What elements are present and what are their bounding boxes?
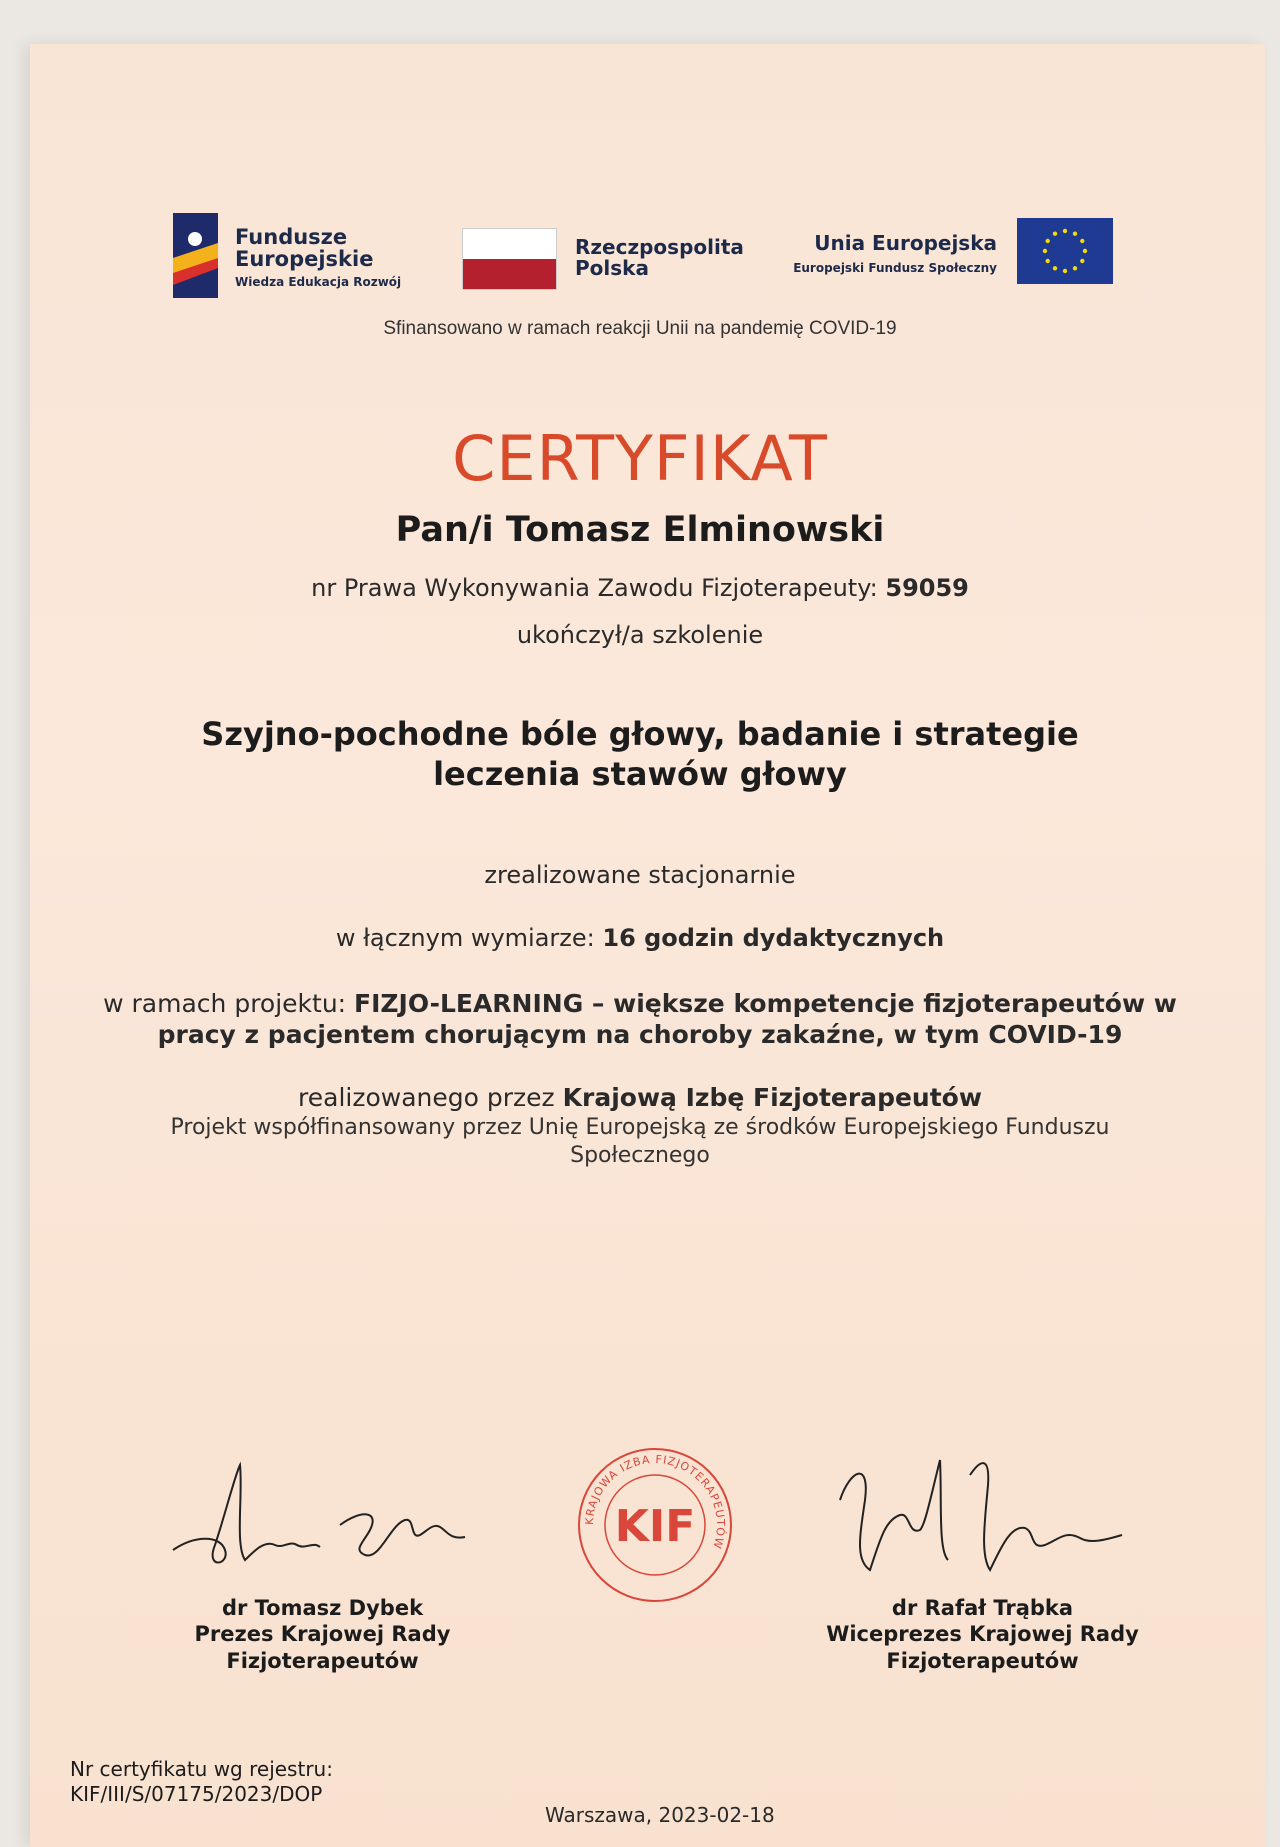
eu-star-icon [1046,259,1050,263]
fe-line1: Fundusze [235,225,348,249]
rp-line2: Polska [575,256,649,280]
eu-star-icon [1080,239,1084,243]
course-line2: leczenia stawów głowy [433,755,847,793]
register-number [70,1757,333,1807]
signer-1-role2: Fizjoterapeutów [226,1648,419,1673]
signer-1-role1: Prezes Krajowej Rady [194,1622,451,1647]
place-date: Warszawa, 2023-02-18 [545,1803,775,1827]
signer-2-name: dr Rafał Trąbka [891,1596,1074,1620]
licence-number: 59059 [885,574,969,602]
fundusze-europejskie-logo-icon [173,213,218,298]
fe-line3: Wiedza Edukacja Rozwój [235,275,402,290]
eu-flag-icon [1017,218,1113,284]
register-label: Nr certyfikatu wg rejestru: [70,1757,333,1781]
completed-text: ukończył/a szkolenie [516,621,764,649]
rzeczpospolita-text [575,237,744,279]
fe-line2: Europejskie [235,247,374,272]
signature-1 [165,1455,475,1585]
eu-star-icon [1053,232,1057,236]
realized-org: Krajową Izbę Fizjoterapeutów [562,1083,982,1112]
project-label: w ramach projektu: [103,989,355,1018]
fundusze-europejskie-text [235,226,401,289]
seal-center-text: KIF [614,1501,696,1552]
kif-seal [575,1445,735,1605]
seal-ring-text: KRAJOWA IZBA FIZJOTERAPEUTÓW [582,1452,728,1551]
eu-star-icon [1046,239,1050,243]
licence-line [0,574,1280,602]
hours-line [0,924,1280,952]
signature-2 [830,1440,1130,1600]
eu-star-icon [1073,266,1077,270]
course-line1: Szyjno-pochodne bóle głowy, badanie i strategie [201,715,1079,753]
ue-line2: Europejski Fundusz Społeczny [793,261,997,275]
signer-2 [790,1595,1175,1674]
signer-2-role1: Wiceprezes Krajowej Rady [826,1622,1139,1647]
certificate-title: CERTYFIKAT [452,422,828,495]
funding-note: Sfinansowano w ramach reakcji Unii na pandemię COVID-19 [383,318,897,339]
signer-2-role2: Fizjoterapeutów [886,1648,1079,1673]
eu-star-icon [1073,232,1077,236]
signer-1-name: dr Tomasz Dybek [221,1596,424,1620]
cofinancing-note: Projekt współfinansowany przez Unię Europejską ze środków Europejskiego Funduszu Społecznego [170,1115,1110,1168]
realized-line [0,1083,1280,1112]
hours-value: 16 godzin dydaktycznych [602,924,945,952]
realized-label: realizowanego przez [298,1083,563,1112]
ue-line1: Unia Europejska [814,231,997,255]
hours-label: w łącznym wymiarze: [335,924,603,952]
register-value: KIF/III/S/07175/2023/DOP [70,1782,323,1806]
eu-star-icon [1080,259,1084,263]
eu-star-icon [1083,249,1087,253]
course-title [0,714,1280,794]
eu-star-icon [1063,229,1067,233]
licence-label: nr Prawa Wykonywania Zawodu Fizjoterapeuty: [311,574,886,602]
project-line [0,988,1280,1051]
eu-star-icon [1053,266,1057,270]
eu-star-icon [1063,269,1067,273]
project-name: FIZJO-LEARNING – większe kompetencje fizjoterapeutów w pracy z pacjentem chorującym na choroby zakaźne, w tym COVID-19 [157,989,1177,1050]
recipient-name: Pan/i Tomasz Elminowski [395,510,885,550]
signer-1 [150,1595,495,1674]
rp-line1: Rzeczpospolita [575,235,744,259]
eu-star-icon [1043,249,1047,253]
course-mode: zrealizowane stacjonarnie [484,861,796,889]
unia-europejska-text [790,231,997,275]
poland-flag-icon [462,228,557,290]
